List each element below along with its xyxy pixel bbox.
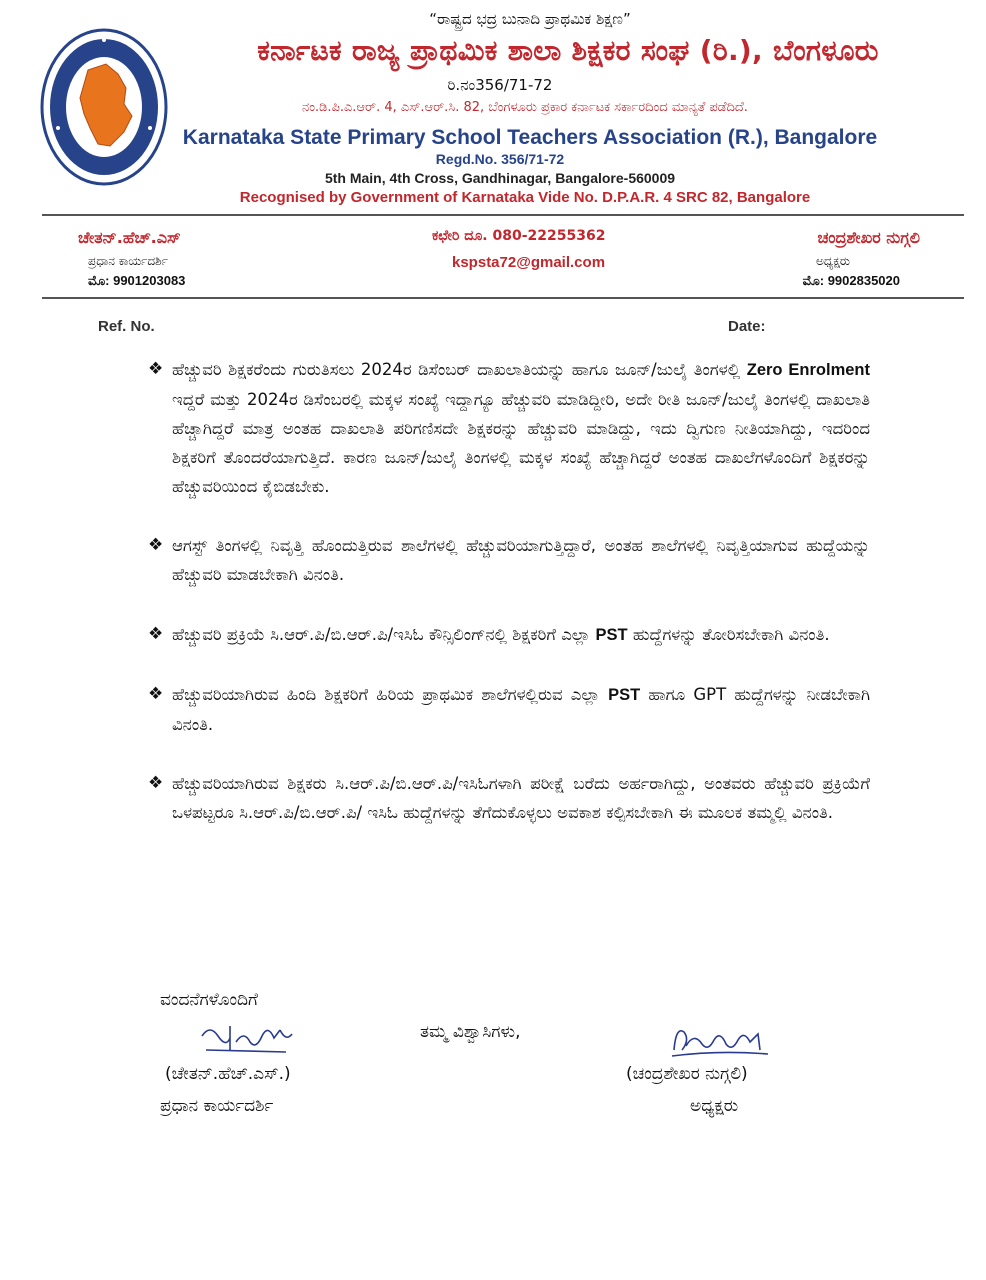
point-text-continued: ಹಾಗೂ GPT ಹುದ್ದೆಗಳನ್ನು ನೀಡಬೇಕಾಗಿ ವಿನಂತಿ.	[172, 685, 871, 734]
point-text: ಹೆಚ್ಚುವರಿ ಪ್ರಕ್ರಿಯೆ ಸಿ.ಆರ್.ಪಿ/ಬಿ.ಆರ್.ಪಿ/ಇಸಿಓ ಕೌನ್ಸಿಲಿಂಗ್‌ನಲ್ಲಿ ಶಿಕ್ಷಕರಿಗೆ ಎಲ್ಲಾ	[172, 625, 596, 644]
request-point	[148, 531, 870, 590]
date-label: Date:	[728, 318, 766, 335]
point-text-continued: ಹುದ್ದೆಗಳನ್ನು ತೋರಿಸಬೇಕಾಗಿ ವಿನಂತಿ.	[627, 625, 830, 644]
secretary-signatory-name: (ಚೇತನ್.ಹೆಚ್.ಎಸ್.)	[165, 1064, 291, 1084]
secretary-signatory-role: ಪ್ರಧಾನ ಕಾರ್ಯದರ್ಶಿ	[160, 1096, 274, 1116]
association-seal-logo	[40, 28, 168, 186]
president-signatory-role: ಅಧ್ಯಕ್ಷರು	[690, 1096, 739, 1116]
diamond-bullet-icon: ❖	[148, 624, 164, 644]
recognition-line-english: Recognised by Government of Karnataka Vide No. D.P.A.R. 4 SRC 82, Bangalore	[239, 189, 811, 206]
secretary-role: ಪ್ರಧಾನ ಕಾರ್ಯದರ್ಶಿ	[88, 254, 168, 268]
point-text: ಹೆಚ್ಚುವರಿ ಶಿಕ್ಷಕರೆಂದು ಗುರುತಿಸಲು 2024ರ ಡಿಸೆಂಬರ್ ದಾಖಲಾತಿಯನ್ನು ಹಾಗೂ ಜೂನ್/ಜುಲೈ ತಿಂಗಳಲ್ಲಿ	[172, 360, 747, 379]
recognition-line-kannada: ನಂ.ಡಿ.ಪಿ.ಎ.ಆರ್. 4, ಎಸ್.ಆರ್.ಸಿ. 82, ಬೆಂಗಳೂರು ಪ್ರಕಾರ ಕರ್ನಾಟಕ ಸರ್ಕಾರದಿಂದ ಮಾನ್ಯತೆ ಪಡೆದಿದೆ.	[302, 100, 748, 115]
request-point	[148, 769, 870, 828]
header-divider	[42, 214, 964, 216]
president-signature	[668, 1020, 772, 1064]
contact-secretary	[78, 228, 298, 289]
address-line: 5th Main, 4th Cross, Gandhinagar, Bangalore-560009	[324, 170, 676, 186]
point-text: ಆಗಸ್ಟ್ ತಿಂಗಳಲ್ಲಿ ನಿವೃತ್ತಿ ಹೊಂದುತ್ತಿರುವ ಶಾಲೆಗಳಲ್ಲಿ ಹೆಚ್ಚುವರಿಯಾಗುತ್ತಿದ್ದಾರೆ, ಅಂತಹ ಶಾಲೆಗಳಲ್ಲಿ ನಿವೃತ್ತಿಯಾಗುವ ಹುದ್ದೆಯನ್ನು ಹೆಚ್ಚುವರಿ ಮಾಡಬೇಕಾಗಿ ವಿನಂತಿ.	[172, 536, 870, 584]
diamond-bullet-icon: ❖	[148, 773, 164, 793]
association-title-english: Karnataka State Primary School Teachers Association (R.), Bangalore	[182, 126, 878, 149]
request-point	[148, 680, 870, 739]
point-emphasis: PST	[608, 686, 641, 704]
closing-greeting: ವಂದನೆಗಳೊಂದಿಗೆ	[160, 990, 258, 1010]
contact-president	[700, 228, 940, 289]
request-points-list	[148, 355, 870, 828]
association-title-kannada: ಕರ್ನಾಟಕ ರಾಜ್ಯ ಪ್ರಾಥಮಿಕ ಶಾಲಾ ಶಿಕ್ಷಕರ ಸಂಘ (ರಿ.), ಬೆಂಗಳೂರು	[257, 34, 879, 67]
office-email: kspsta72@gmail.com	[452, 254, 606, 271]
office-phone: ಕಛೇರಿ ದೂ. 080-22255362	[432, 228, 606, 244]
president-signatory-name: (ಚಂದ್ರಶೇಖರ ನುಗ್ಗಲಿ)	[626, 1064, 748, 1084]
header-motto: “ರಾಷ್ಟ್ರದ ಭದ್ರ ಬುನಾದಿ ಪ್ರಾಥಮಿಕ ಶಿಕ್ಷಣ”	[429, 10, 631, 28]
point-text: ಹೆಚ್ಚುವರಿಯಾಗಿರುವ ಹಿಂದಿ ಶಿಕ್ಷಕರಿಗೆ ಹಿರಿಯ ಪ್ರಾಥಮಿಕ ಶಾಲೆಗಳಲ್ಲಿರುವ ಎಲ್ಲಾ	[172, 685, 609, 704]
registration-number-kannada: ರಿ.ನಂ356/71-72	[447, 76, 553, 94]
point-text-continued: ಇದ್ದರೆ ಮತ್ತು 2024ರ ಡಿಸೆಂಬರಲ್ಲಿ ಮಕ್ಕಳ ಸಂಖ್ಯೆ ಇದ್ದಾಗ್ಯೂ ಹೆಚ್ಚುವರಿ ಮಾಡಿದ್ದೀರಿ, ಅದೇ ರೀತಿ ಜೂನ್/ಜುಲೈ ತಿಂಗಳಲ್ಲಿ ದಾಖಲಾತಿ ಹೆಚ್ಚಾಗಿದ್ದರೆ ಮಾತ್ರ ಅಂತಹ ದಾಖಲಾತಿ ಪರಿಗಣಿಸದೇ ಶಿಕ್ಷಕರನ್ನು ಹೆಚ್ಚುವರಿ ಮಾಡಿದ್ದು, ಇದು ದ್ವಿಗುಣ ನೀತಿಯಾಗಿದ್ದು, ಇದರಿಂದ ಶಿಕ್ಷಕರಿಗೆ ತೊಂದರೆಯಾಗುತ್ತಿದೆ. ಕಾರಣ ಜೂನ್/ಜುಲೈ ತಿಂಗಳಲ್ಲಿ ಮಕ್ಕಳ ಸಂಖ್ಯೆ ಹೆಚ್ಚಾಗಿದ್ದರೆ ಅಂತಹ ದಾಖಲೆಗಳೊಂದಿಗೆ ಶಿಕ್ಷಕರನ್ನು ಹೆಚ್ಚುವರಿಯಿಂದ ಕೈಬಿಡಬೇಕು.	[172, 390, 870, 496]
point-text: ಹೆಚ್ಚುವರಿಯಾಗಿರುವ ಶಿಕ್ಷಕರು ಸಿ.ಆರ್.ಪಿ/ಬಿ.ಆರ್.ಪಿ/ಇಸಿಓಗಳಾಗಿ ಪರೀಕ್ಷೆ ಬರೆದು ಅರ್ಹರಾಗಿದ್ದು, ಅಂತವರು ಹೆಚ್ಚುವರಿ ಪ್ರಕ್ರಿಯೆಗೆ ಒಳಪಟ್ಟರೂ ಸಿ.ಆರ್.ಪಿ/ಬಿ.ಆರ್.ಪಿ/ ಇಸಿಓ ಹುದ್ದೆಗಳನ್ನು ತೆಗೆದುಕೊಳ್ಳಲು ಅವಕಾಶ ಕಲ್ಪಿಸಬೇಕಾಗಿ ಈ ಮೂಲಕ ತಮ್ಮಲ್ಲಿ ವಿನಂತಿ.	[172, 774, 870, 822]
secretary-signature	[196, 1016, 296, 1060]
ref-number-label: Ref. No.	[98, 318, 155, 335]
president-role: ಅಧ್ಯಕ್ಷರು	[816, 254, 850, 268]
contact-divider	[42, 297, 964, 299]
president-name: ಚಂದ್ರಶೇಖರ ನುಗ್ಗಲಿ	[817, 228, 920, 247]
diamond-bullet-icon: ❖	[148, 535, 164, 555]
secretary-phone: ಮೊ: 9901203083	[88, 273, 186, 288]
point-emphasis: PST	[595, 626, 628, 644]
contact-office	[410, 228, 640, 271]
diamond-bullet-icon: ❖	[148, 684, 164, 704]
request-point	[148, 620, 870, 650]
registration-number-english: Regd.No. 356/71-72	[435, 151, 565, 167]
secretary-name: ಚೇತನ್.ಹೆಚ್.ಎಸ್	[78, 228, 181, 247]
president-phone: ಮೊ: 9902835020	[802, 273, 900, 288]
yours-faithfully: ತಮ್ಮ ವಿಶ್ವಾಸಿಗಳು,	[420, 1022, 521, 1042]
point-emphasis: Zero Enrolment	[746, 361, 871, 379]
request-point	[148, 355, 870, 501]
diamond-bullet-icon: ❖	[148, 359, 164, 379]
